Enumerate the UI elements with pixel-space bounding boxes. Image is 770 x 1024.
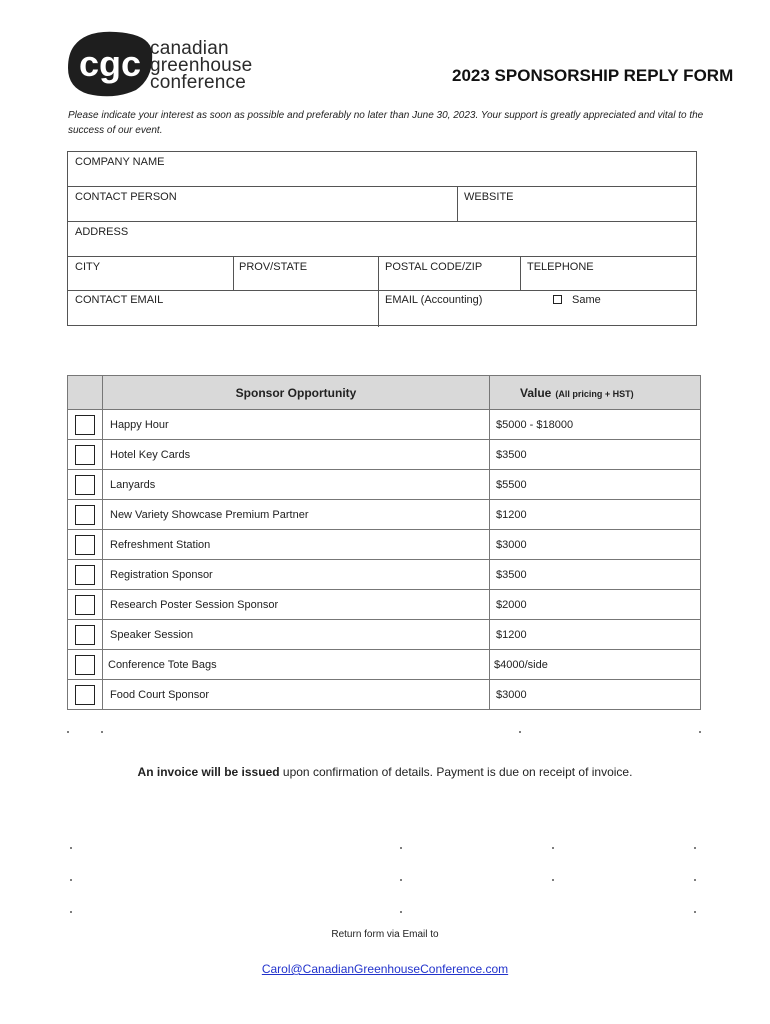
dot-mark (694, 879, 696, 881)
divider (233, 256, 234, 290)
table-header-row (68, 376, 701, 410)
sponsor-checkbox[interactable] (75, 625, 95, 645)
table-row (68, 620, 701, 650)
divider (68, 186, 696, 187)
invoice-note-bold: An invoice will be issued (137, 765, 280, 779)
logo-mark-text: cgc (78, 43, 142, 84)
header-value-note: (All pricing + HST) (555, 388, 634, 399)
contact-email-field[interactable]: CONTACT EMAIL (75, 294, 164, 306)
sponsor-name: Refreshment Station (103, 530, 490, 560)
sponsor-checkbox[interactable] (75, 475, 95, 495)
sponsor-checkbox[interactable] (75, 415, 95, 435)
address-field[interactable]: ADDRESS (75, 226, 129, 238)
sponsor-name: New Variety Showcase Premium Partner (103, 500, 490, 530)
invoice-note (0, 765, 770, 779)
divider (68, 256, 696, 257)
dot-mark (400, 911, 402, 913)
return-instructions: Return form via Email to (331, 929, 439, 940)
dot-mark (400, 847, 402, 849)
return-email-link[interactable]: Carol@CanadianGreenhouseConference.com (261, 962, 509, 976)
dot-mark (552, 879, 554, 881)
email-accounting-field[interactable]: EMAIL (Accounting) (385, 294, 483, 306)
same-checkbox[interactable] (553, 295, 562, 304)
sponsor-name: Happy Hour (103, 410, 490, 440)
sponsor-name: Registration Sponsor (103, 560, 490, 590)
sponsor-value: $4000/side (490, 650, 701, 680)
sponsor-checkbox[interactable] (75, 685, 95, 705)
sponsor-checkbox[interactable] (75, 505, 95, 525)
sponsor-checkbox[interactable] (75, 655, 95, 675)
sponsor-name: Conference Tote Bags (103, 650, 490, 680)
return-email (0, 962, 770, 976)
dot-mark (70, 879, 72, 881)
dot-mark (101, 731, 103, 733)
sponsor-checkbox[interactable] (75, 535, 95, 555)
telephone-field[interactable]: TELEPHONE (527, 261, 594, 273)
dot-mark (694, 911, 696, 913)
table-row (68, 680, 701, 710)
divider (520, 256, 521, 290)
sponsor-name: Hotel Key Cards (103, 440, 490, 470)
logo-line-3: conference (150, 72, 247, 93)
sponsor-name: Research Poster Session Sponsor (103, 590, 490, 620)
logo-line-1: canadian (150, 38, 229, 59)
dot-mark (70, 911, 72, 913)
logo-wordmark (150, 40, 252, 91)
divider (457, 186, 458, 221)
sponsor-value: $5500 (490, 470, 701, 500)
invoice-note-rest: upon confirmation of details. Payment is due on receipt of invoice. (279, 765, 633, 779)
sponsor-name: Speaker Session (103, 620, 490, 650)
divider (68, 290, 696, 291)
dot-mark (694, 847, 696, 849)
divider (378, 256, 379, 327)
sponsor-value: $1200 (490, 620, 701, 650)
sponsor-name: Lanyards (103, 470, 490, 500)
table-row (68, 470, 701, 500)
sponsor-value: $3500 (490, 440, 701, 470)
prov-state-field[interactable]: PROV/STATE (239, 261, 308, 273)
dot-mark (400, 879, 402, 881)
contact-info-form (67, 151, 697, 326)
website-field[interactable]: WEBSITE (464, 191, 514, 203)
divider (68, 221, 696, 222)
contact-person-field[interactable]: CONTACT PERSON (75, 191, 177, 203)
sponsor-value: $3000 (490, 530, 701, 560)
header-value-label: Value (520, 385, 552, 400)
table-row (68, 560, 701, 590)
table-row (68, 650, 701, 680)
table-row (68, 410, 701, 440)
sponsor-value: $3000 (490, 680, 701, 710)
form-title: 2023 SPONSORSHIP REPLY FORM (452, 66, 734, 85)
sponsor-value: $5000 - $18000 (490, 410, 701, 440)
table-row (68, 440, 701, 470)
sponsor-checkbox[interactable] (75, 595, 95, 615)
sponsor-value: $3500 (490, 560, 701, 590)
table-row (68, 590, 701, 620)
table-row (68, 530, 701, 560)
sponsor-checkbox[interactable] (75, 565, 95, 585)
postal-code-field[interactable]: POSTAL CODE/ZIP (385, 261, 483, 273)
dot-mark (67, 731, 69, 733)
sponsor-value: $1200 (490, 500, 701, 530)
dot-mark (70, 847, 72, 849)
same-option[interactable] (553, 294, 601, 306)
logo-line-2: greenhouse (150, 55, 253, 76)
table-row (68, 500, 701, 530)
same-label: Same (572, 294, 601, 306)
company-name-field[interactable]: COMPANY NAME (75, 156, 165, 168)
city-field[interactable]: CITY (75, 261, 101, 273)
header-opportunity: Sponsor Opportunity (103, 376, 490, 410)
sponsor-value: $2000 (490, 590, 701, 620)
sponsor-checkbox[interactable] (75, 445, 95, 465)
dot-mark (699, 731, 701, 733)
sponsor-table (67, 375, 701, 710)
intro-text: Please indicate your interest as soon as possible and preferably no later than June 30, 2023. Your support is greatly appreciated and vital to the success of our event. (68, 110, 704, 136)
dot-mark (552, 847, 554, 849)
header-value (490, 376, 701, 410)
header-checkbox-col (68, 376, 103, 410)
dot-mark (519, 731, 521, 733)
sponsor-name: Food Court Sponsor (103, 680, 490, 710)
